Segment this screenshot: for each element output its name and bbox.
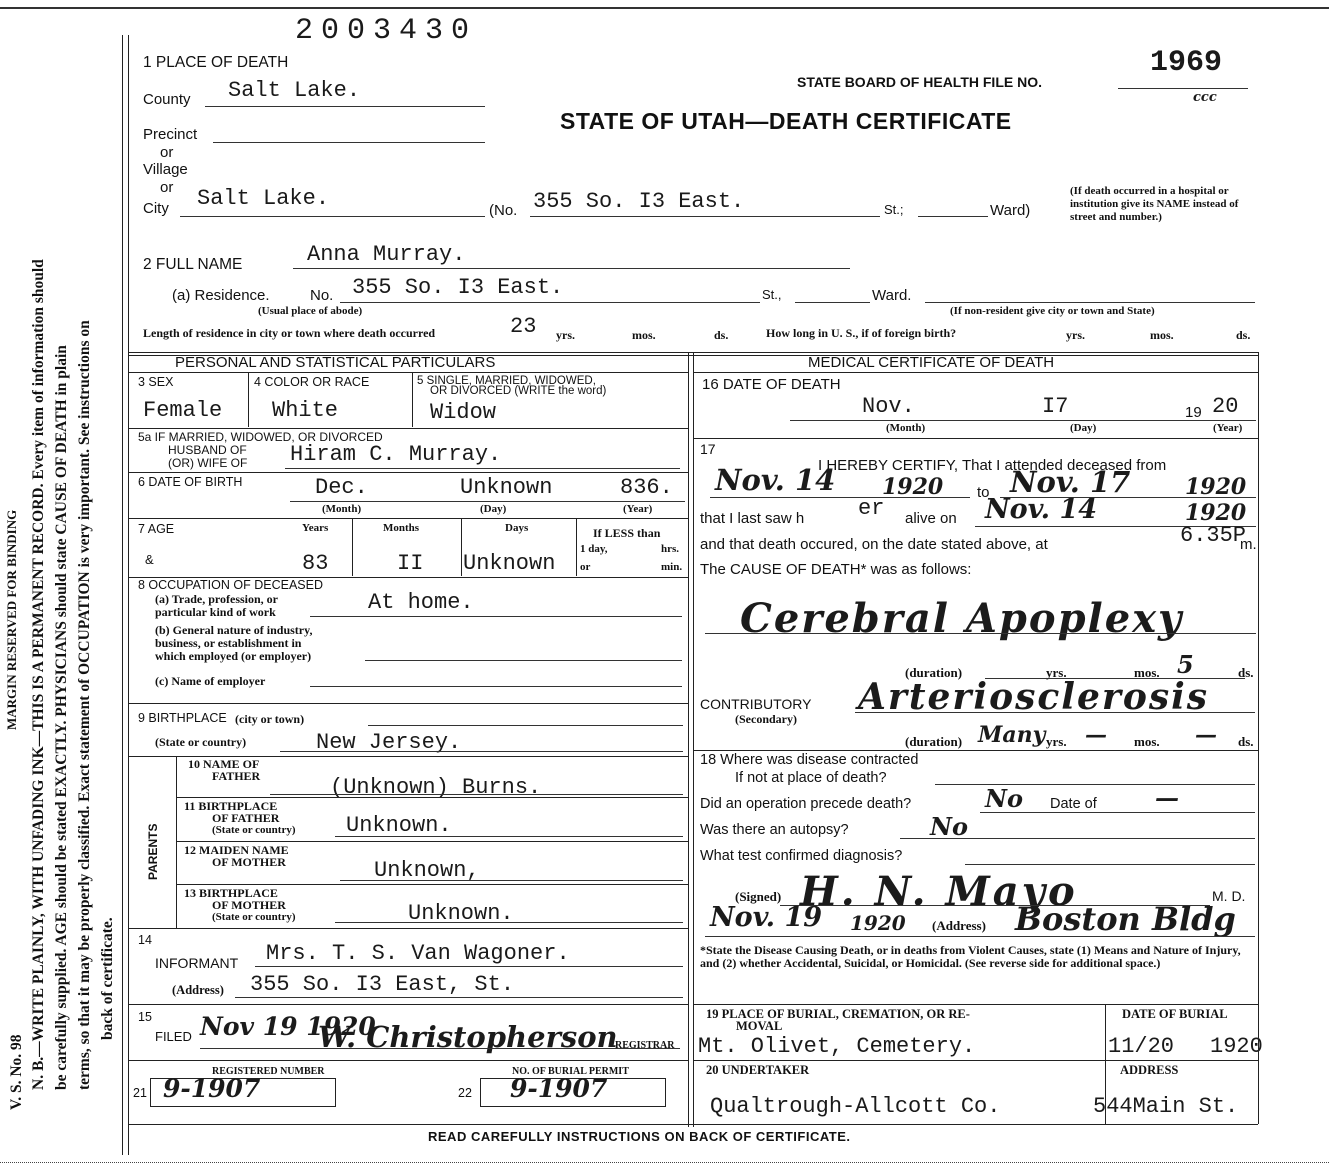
file-number: 1969 bbox=[1150, 46, 1223, 80]
occupation-value: At home. bbox=[368, 590, 474, 615]
mother-name: Unknown, bbox=[374, 858, 480, 883]
city-value: Salt Lake. bbox=[197, 186, 330, 211]
cause-of-death: Cerebral Apoplexy bbox=[740, 595, 1184, 642]
contributory-cause: Arteriosclerosis bbox=[858, 676, 1210, 718]
physician-address: Boston Bldg bbox=[1015, 900, 1236, 938]
attended-to: Nov. 17 bbox=[1010, 465, 1131, 499]
county-value: Salt Lake. bbox=[228, 78, 361, 103]
signed-date: Nov. 19 bbox=[710, 902, 823, 933]
certify-text: I HEREBY CERTIFY, That I attended deceased from bbox=[818, 457, 1167, 474]
death-address: 355 So. I3 East. bbox=[533, 189, 745, 214]
county-label: County bbox=[143, 91, 191, 108]
precinct-label: Precinct bbox=[143, 126, 198, 143]
medical-heading: MEDICAL CERTIFICATE OF DEATH bbox=[808, 354, 1055, 371]
death-day: I7 bbox=[1042, 394, 1069, 419]
physician-signature: H. N. Mayo bbox=[800, 868, 1078, 915]
parents-label: PARENTS bbox=[146, 823, 160, 880]
footnote: *State the Disease Causing Death, or in deaths from Violent Causes, state (1) Means and Nature of Injury, and (2) whether Accidental, Suicidal, or Homicidal. (See reverse side for additional space.) bbox=[700, 943, 1241, 970]
burial-year: 1920 bbox=[1210, 1034, 1263, 1059]
filed-label: FILED bbox=[155, 1029, 192, 1044]
age-days: Unknown bbox=[463, 551, 556, 576]
death-month: Nov. bbox=[862, 394, 915, 419]
burial-place: Mt. Olivet, Cemetery. bbox=[698, 1034, 976, 1059]
place-of-death-heading: 1 PLACE OF DEATH bbox=[143, 54, 289, 71]
dob-year: 836. bbox=[620, 475, 673, 500]
informant-label: INFORMANT bbox=[155, 955, 239, 971]
residence-value: 355 So. I3 East. bbox=[352, 275, 564, 300]
file-number-note: ccc bbox=[1193, 90, 1217, 105]
margin-instructions-line3: terms, so that it may be properly classified. Exact statement of OCCUPATION is very important. See instructions on bbox=[76, 320, 93, 1090]
father-birthplace: Unknown. bbox=[346, 813, 452, 838]
serial-number: 2003430 bbox=[295, 14, 478, 48]
footer-instructions: READ CAREFULLY INSTRUCTIONS ON BACK OF CERTIFICATE. bbox=[428, 1129, 851, 1144]
death-time: 6.35P bbox=[1180, 523, 1247, 548]
registrar-signature: W. Christopherson bbox=[318, 1020, 618, 1054]
margin-instructions-line4: back of certificate. bbox=[99, 917, 116, 1040]
contributory-duration: Many bbox=[978, 722, 1046, 748]
age-months: II bbox=[397, 551, 424, 576]
vs-number: V. S. No. 98 bbox=[8, 1034, 25, 1110]
contributory-label: CONTRIBUTORY bbox=[700, 696, 812, 712]
father-name: (Unknown) Burns. bbox=[330, 775, 542, 800]
binding-margin-note: MARGIN RESERVED FOR BINDING bbox=[4, 509, 19, 730]
dob-day: Unknown bbox=[460, 475, 553, 500]
birthplace-value: New Jersey. bbox=[316, 730, 462, 755]
spouse-name: Hiram C. Murray. bbox=[290, 442, 502, 467]
marital-value: Widow bbox=[430, 400, 497, 425]
autopsy-answer: No bbox=[930, 812, 968, 841]
undertaker-name: Qualtrough-Allcott Co. bbox=[710, 1094, 1001, 1119]
margin-instructions-line1: N. B.—WRITE PLAINLY, WITH UNFADING INK—THIS IS A PERMANENT RECORD. Every item of information should bbox=[30, 259, 47, 1090]
sex-value: Female bbox=[143, 398, 223, 423]
undertaker-address: 544Main St. bbox=[1093, 1094, 1239, 1119]
last-seen-date: Nov. 14 bbox=[985, 494, 1098, 525]
certificate-title: STATE OF UTAH—DEATH CERTIFICATE bbox=[560, 108, 1012, 134]
margin-instructions-line2: be carefully supplied. AGE should be stated EXACTLY. PHYSICIANS should state CAUSE OF DEATH in plain bbox=[53, 345, 70, 1090]
dob-month: Dec. bbox=[315, 475, 368, 500]
registered-number: 9-1907 bbox=[163, 1074, 261, 1103]
village-label: Village bbox=[143, 161, 188, 178]
full-name: Anna Murray. bbox=[307, 242, 466, 267]
cause-label: The CAUSE OF DEATH* was as follows: bbox=[700, 561, 972, 578]
full-name-label: 2 FULL NAME bbox=[143, 256, 243, 273]
hospital-note: (If death occurred in a hospital or institution give its NAME instead of street and number.) bbox=[1070, 185, 1239, 223]
death-year: 20 bbox=[1212, 394, 1239, 419]
informant-address: 355 So. I3 East, St. bbox=[250, 972, 515, 997]
filed-date: Nov 19 1920 bbox=[200, 1012, 376, 1041]
informant-name: Mrs. T. S. Van Wagoner. bbox=[266, 941, 570, 966]
residence-label: (a) Residence. bbox=[172, 287, 270, 304]
burial-permit-number: 9-1907 bbox=[510, 1074, 608, 1103]
color-value: White bbox=[272, 398, 339, 423]
burial-date: 11/20 bbox=[1108, 1034, 1175, 1059]
city-label: City bbox=[143, 200, 169, 217]
operation-answer: No bbox=[985, 784, 1023, 813]
length-years: 23 bbox=[510, 314, 537, 339]
mother-birthplace: Unknown. bbox=[408, 901, 514, 926]
personal-heading: PERSONAL AND STATISTICAL PARTICULARS bbox=[175, 354, 496, 371]
age-years: 83 bbox=[302, 551, 329, 576]
file-number-label: STATE BOARD OF HEALTH FILE NO. bbox=[797, 74, 1042, 90]
length-residence-label: Length of residence in city or town where death occurred bbox=[143, 326, 436, 340]
attended-from: Nov. 14 bbox=[715, 463, 836, 497]
